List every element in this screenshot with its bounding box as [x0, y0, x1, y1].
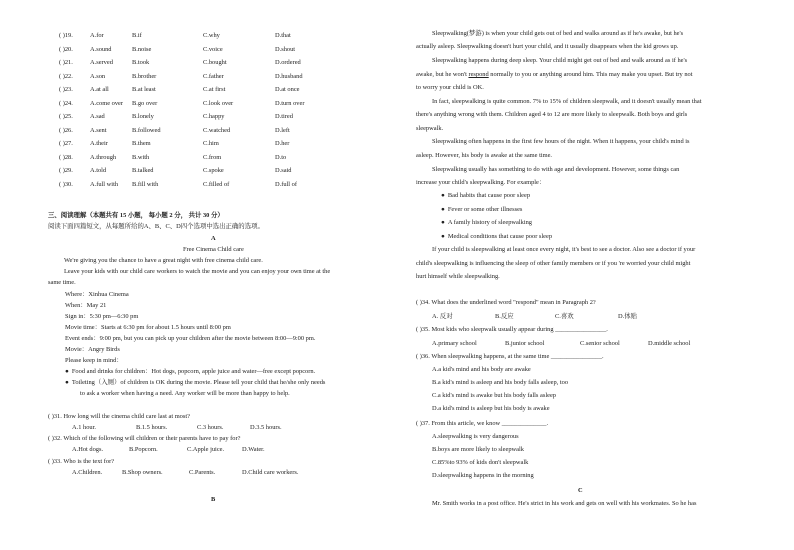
- passage-b-label: B: [211, 496, 216, 503]
- option: D.middle school: [648, 340, 691, 347]
- para: If your child is sleepwalking at least once every night, it's best to see a doctor. Also see a doctor if your: [432, 246, 696, 253]
- info-where: Where：Xinhua Cinema: [65, 291, 129, 298]
- question-31: ( )31. How long will the cinema child care last at most?: [48, 413, 190, 420]
- option: D.3.5 hours.: [250, 424, 282, 431]
- option: A.primary school: [432, 340, 477, 347]
- option: B.a kid's mind is asleep and his body falls asleep, too: [432, 379, 569, 386]
- option: D.sleepwalking happens in the morning: [432, 472, 534, 479]
- option: C.喜欢: [555, 313, 574, 320]
- option: B.1.5 hours.: [136, 424, 168, 431]
- option-c: C.why: [203, 32, 220, 39]
- option-b: B.at least: [132, 86, 156, 93]
- question-33: ( )33. Who is the text for?: [48, 458, 115, 465]
- option: B.Shop owners.: [122, 469, 163, 476]
- option: A.1 hour.: [72, 424, 96, 431]
- para: Sleepwalking happens during deep sleep. Your child might get out of bed and walk around as if he's: [432, 57, 688, 64]
- option: A.Children.: [72, 469, 103, 476]
- question-34: ( )34. What does the underlined word "respond" mean in Paragraph 2?: [416, 299, 596, 306]
- question-number: ( )19.: [59, 32, 73, 39]
- passage-c-label: C: [578, 487, 583, 494]
- option-d: D.full of: [275, 180, 298, 188]
- option-a: A.served: [90, 59, 113, 66]
- option: A.Hot dogs.: [72, 446, 104, 453]
- option-d: D.tired: [275, 113, 293, 120]
- question-number: ( )24.: [59, 99, 73, 107]
- question-number: ( )21.: [59, 59, 73, 66]
- option-b: B.noise: [132, 45, 152, 53]
- bullet-item: ● Fever or some other illnesses: [441, 207, 522, 213]
- passage-a-title: Free Cinema Child care: [183, 246, 244, 253]
- option-c: C.from: [203, 153, 222, 161]
- option: C.a kid's mind is awake but his body falls asleep: [432, 392, 556, 399]
- option-a: A.full with: [90, 180, 119, 188]
- option-c: C.at first: [203, 86, 226, 93]
- option-b: B.fill with: [132, 180, 159, 188]
- bullet-item: ● Toileting（入厕）of children is OK during the movie. Please tell your child that he/she only needs: [65, 380, 325, 386]
- question-number: ( )23.: [59, 86, 73, 93]
- bullet-item: ● Bad habits that cause poor sleep: [441, 193, 530, 199]
- option: A.sleepwalking is very dangerous: [432, 433, 519, 440]
- text: normally to you or anything around him. This may make you upset. But try not: [488, 71, 693, 78]
- question-number: ( )25.: [59, 113, 73, 120]
- option-b: B.followed: [132, 126, 161, 134]
- para: In fact, sleepwalking is quite common. 7% to 15% of children sleepwalk, and it doesn't usually mean that: [432, 98, 702, 105]
- para: increase your child's sleepwalking. For example：: [416, 179, 546, 186]
- option-d: D.her: [275, 140, 290, 147]
- option-d: D.husband: [275, 72, 303, 80]
- option: C.Parents.: [189, 469, 216, 476]
- option: B.Popcorn.: [129, 446, 158, 453]
- option: C.85%to 93% of kids don't sleepwalk: [432, 459, 529, 466]
- question-35: ( )35. Most kids who sleepwalk usually appear during ________________.: [416, 326, 608, 333]
- option-c: C.watched: [203, 126, 231, 134]
- bullet-item: ● Medical conditions that cause poor sleep: [441, 234, 552, 240]
- question-number: ( )26.: [59, 126, 73, 134]
- text: awake, but he won't: [416, 71, 469, 78]
- passage-a-para: Leave your kids with our child care workers to watch the movie and you can enjoy your own time at the: [64, 268, 331, 275]
- para: Sleepwalking(梦游) is when your child gets out of bed and walks around as if he's awake, but he's: [432, 30, 684, 37]
- option-a: A.through: [90, 153, 117, 161]
- info-keepinmind: Please keep in mind：: [65, 357, 123, 364]
- para: there's anything wrong with them. Children aged 4 to 12 are more likely to sleepwalk. Both boys and girls: [416, 111, 688, 118]
- question-number: ( )20.: [59, 45, 73, 53]
- para: hurt himself while sleepwalking.: [416, 273, 500, 280]
- option-d: D.ordered: [275, 59, 301, 66]
- option-b: B.brother: [132, 72, 157, 80]
- section-instruction: 阅读下面四篇短文，从每题所给的A、B、C、D四个选项中选出正确的选项。: [48, 223, 264, 230]
- option-b: B.lonely: [132, 113, 154, 120]
- question-number: ( )22.: [59, 72, 73, 80]
- option-c: C.filled of: [203, 180, 230, 188]
- option: D.Water.: [242, 446, 265, 453]
- question-36: ( )36. When sleepwalking happens, at the same time ________________.: [416, 353, 604, 360]
- option-b: B.if: [132, 32, 142, 39]
- question-number: ( )28.: [59, 153, 73, 161]
- option-c: C.spoke: [203, 167, 224, 174]
- info-eventends: Event ends：9:00 pm, but you can pick up your children after the movie between 8:00—9:00 pm.: [65, 335, 316, 342]
- option-a: A.their: [90, 140, 108, 147]
- info-when: When：May 21: [65, 302, 107, 309]
- option-b: B.them: [132, 140, 151, 147]
- info-movietime: Movie time：Starts at 6:30 pm for about 1.5 hours until 8:00 pm: [65, 324, 231, 331]
- underlined-word: respond: [468, 71, 489, 78]
- info-signin: Sign in：5:30 pm—6:30 pm: [65, 313, 139, 320]
- passage-a-label: A: [211, 235, 216, 242]
- para: Sleepwalking usually has something to do with age and development. However, some things can: [432, 166, 680, 173]
- option-b: B.with: [132, 153, 150, 161]
- question-number: ( )29.: [59, 167, 73, 174]
- option-a: A.sent: [90, 126, 107, 134]
- option-d: D.turn over: [275, 99, 305, 107]
- info-movie: Movie：Angry Birds: [65, 346, 120, 353]
- option: B.反应: [495, 313, 514, 320]
- option-c: C.happy: [203, 113, 225, 120]
- option-c: C.father: [203, 72, 224, 80]
- section-heading: 三、阅读理解（本题共有 15 小题， 每小题 2 分， 共计 30 分）: [48, 212, 224, 219]
- para: asleep. However, his body is awake at the same time.: [416, 152, 553, 159]
- option: A.a kid's mind and his body are awake: [432, 366, 531, 373]
- option-d: D.said: [275, 167, 292, 174]
- option-d: D.left: [275, 126, 290, 134]
- para: actually asleep. Sleepwalking doesn't hurt your child, and it usually disappears when the kid grows up.: [416, 43, 679, 50]
- option: B.boys are more likely to sleepwalk: [432, 446, 524, 453]
- passage-a-para: same time.: [48, 279, 76, 286]
- option: B.junior school: [505, 340, 545, 347]
- question-number: ( )30.: [59, 180, 73, 188]
- option: C.3 hours.: [197, 424, 224, 431]
- option-d: D.at once: [275, 86, 300, 93]
- para: to worry your child is OK.: [416, 84, 484, 91]
- option-d: D.to: [275, 153, 287, 161]
- option-d: D.shout: [275, 45, 296, 53]
- question-32: ( )32. Which of the following will children or their parents have to pay for?: [48, 435, 241, 442]
- option-b: B.go over: [132, 99, 158, 107]
- option-d: D.that: [275, 32, 291, 39]
- option-a: A.sound: [90, 45, 112, 53]
- option-c: C.him: [203, 140, 219, 147]
- para: [416, 72, 693, 78]
- option: D.a kid's mind is asleep but his body is awake: [432, 405, 550, 412]
- question-number: ( )27.: [59, 140, 73, 147]
- para: child's sleepwalking is influencing the sleep of other family members or if you 're worried your child might: [416, 260, 691, 267]
- option: D.体贴: [618, 313, 637, 320]
- option: D.Child care workers.: [242, 469, 299, 476]
- question-37: ( )37. From this article, we know ______________.: [416, 420, 549, 427]
- option-c: C.bought: [203, 59, 227, 66]
- option-a: A.son: [90, 72, 106, 80]
- option-b: B.took: [132, 59, 150, 66]
- bullet-item-cont: to ask a worker when having a need. Any worker will be more than happy to help.: [80, 390, 290, 397]
- bullet-item: ● A family history of sleepwalking: [441, 220, 532, 226]
- option: C.Apple juice.: [187, 446, 225, 453]
- option-c: C.voice: [203, 45, 223, 53]
- para: Sleepwalking often happens in the first few hours of the night. When it happens, your child's mind is: [432, 138, 690, 145]
- option-a: A.for: [90, 32, 104, 39]
- bullet-item: ● Food and drinks for children：Hot dogs, popcorn, apple juice and water—free except popcorn.: [65, 369, 315, 375]
- option: C.senior school: [580, 340, 620, 347]
- option-a: A.come over: [90, 99, 124, 107]
- option-a: A.told: [90, 167, 107, 174]
- option-a: A.at all: [90, 86, 109, 93]
- option-b: B.talked: [132, 167, 154, 174]
- option-c: C.look over: [203, 99, 234, 107]
- para: sleepwalk.: [416, 125, 444, 132]
- para: Mr. Smith works in a post office. He's strict in his work and gets on well with his workmates. So he has: [432, 500, 697, 507]
- option-a: A.sad: [90, 113, 105, 120]
- option: A. 反对: [432, 313, 453, 320]
- passage-a-para: We're giving you the chance to have a great night with free cinema child care.: [64, 257, 263, 264]
